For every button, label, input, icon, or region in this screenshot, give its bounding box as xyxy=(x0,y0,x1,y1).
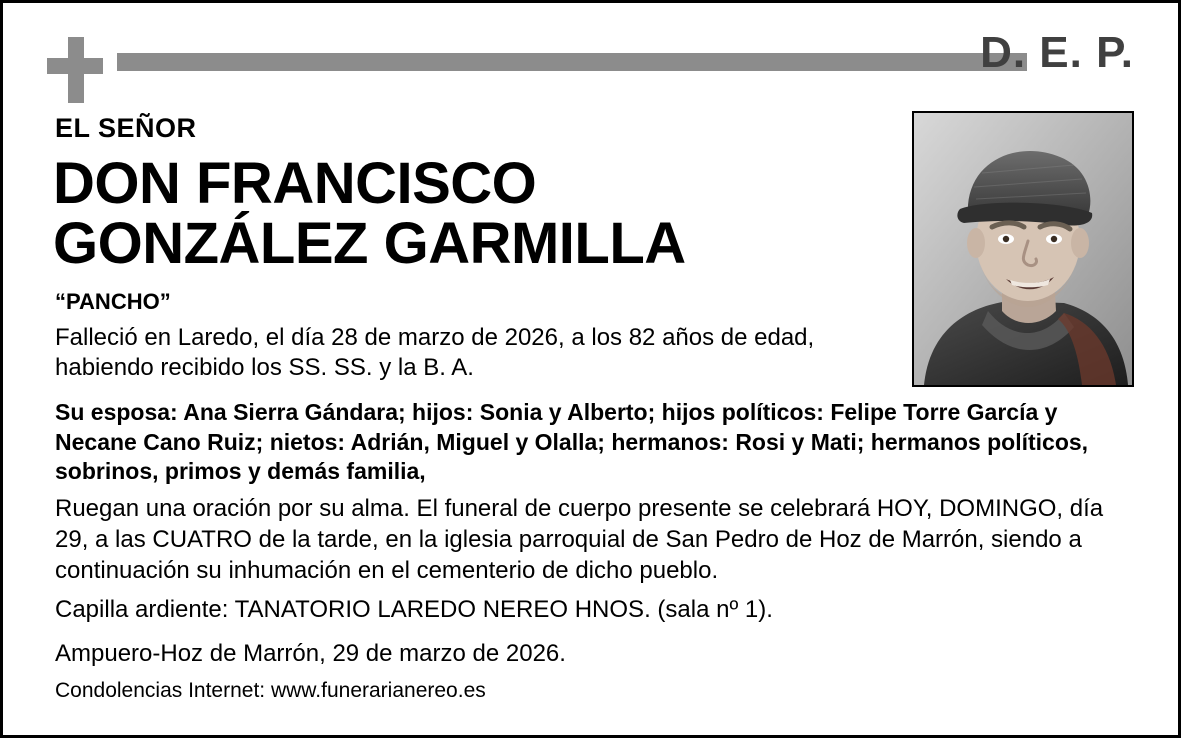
notice-inner xyxy=(3,3,1178,735)
nickname: “PANCHO” xyxy=(55,288,171,314)
notice-content xyxy=(47,113,1134,705)
internet-condolences: Condolencias Internet: www.funerarianereo.es xyxy=(55,678,486,702)
cross-horizontal-bar xyxy=(47,58,103,74)
place-date: Ampuero-Hoz de Marrón, 29 de marzo de 2026. xyxy=(55,640,566,668)
funeral-info: Ruegan una oración por su alma. El funeral de cuerpo presente se celebrará HOY, DOMINGO, día 29, a las CUATRO de la tarde, en la iglesia parroquial de San Pedro de Hoz de Marrón, siendo a continuación su inhumación en el cementerio de dicho pueblo. xyxy=(55,495,1104,584)
deceased-name-line1: DON FRANCISCO xyxy=(53,151,537,216)
header-band xyxy=(47,29,1134,107)
deceased-name-line2: GONZÁLEZ GARMILLA xyxy=(53,211,686,277)
pretitle: EL SEÑOR xyxy=(55,113,197,143)
death-info: Falleció en Laredo, el día 28 de marzo de 2026, a los 82 años de edad, habiendo recibido los SS. SS. y la B. A. xyxy=(55,323,815,382)
chapel-info: Capilla ardiente: TANATORIO LAREDO NEREO HNOS. (sala nº 1). xyxy=(55,595,773,623)
cross-icon xyxy=(47,37,103,103)
family-list: Su esposa: Ana Sierra Gándara; hijos: Sonia y Alberto; hijos políticos: Felipe Torre García y Necane Cano Ruiz; nietos: Adrián, Miguel y Olalla; hermanos: Rosi y Mati; hermanos políticos, sobrinos, primos y demás familia, xyxy=(55,399,1089,484)
header-rule xyxy=(117,53,1027,71)
deceased-name xyxy=(53,151,873,277)
dep-text: D. E. P. xyxy=(980,28,1134,77)
